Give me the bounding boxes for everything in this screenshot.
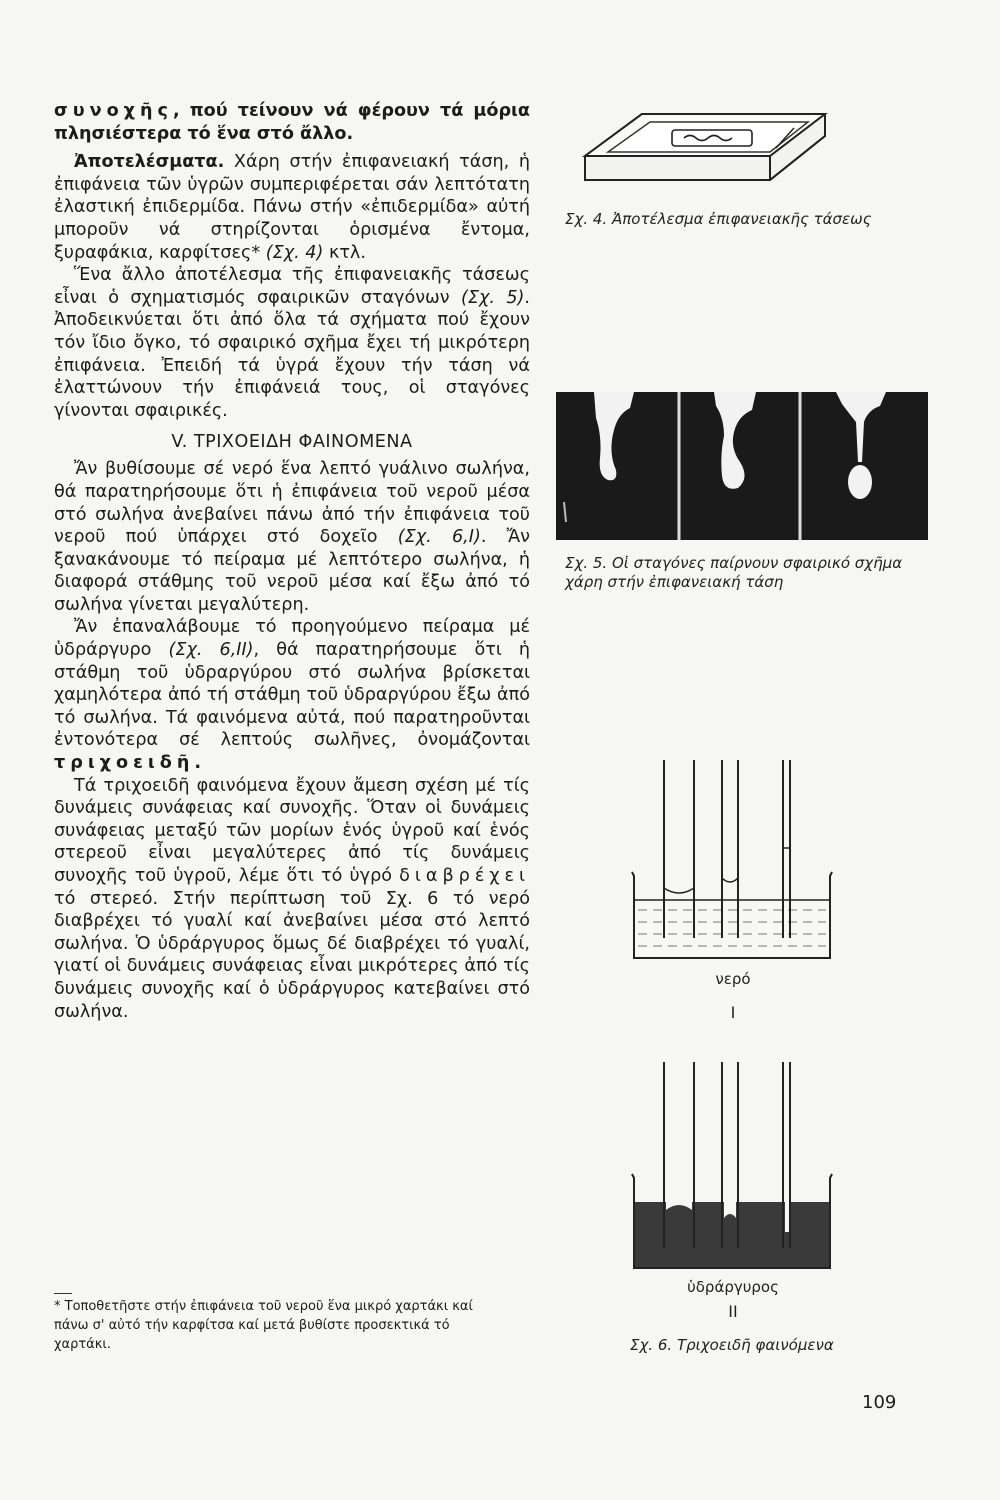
term-wets: διαβρέχει <box>399 866 530 886</box>
drops-text-b: . Ἀποδεικνύεται ὅτι ἀπό ὅλα τά σχήματα πού ἔχουν τόν ἴδιο ὄγκο, τό σφαιρικό σχῆμα ἔχει τή μικρότερη ἐπιφάνεια. Ἐπειδή τά ὑγρά ἔχουν τήν τάση νά ἐλαττώνουν τήν ἐπιφάνειά τους, οἱ σταγόνες γίνονται σφαιρικές. <box>54 287 530 421</box>
fig6-1-ref: (Σχ. 6,I) <box>397 527 481 548</box>
footnote: * Τοποθετῆστε στήν ἐπιφάνεια τοῦ νεροῦ ἕνα μικρό χαρτάκι καί πάνω σ' αὐτό τήν καρφίτσα καί μετά βυθίστε προσεκτικά τό χαρτάκι. <box>54 1299 473 1352</box>
fig4-tray-illustration <box>580 108 830 208</box>
fig6-water-diagram <box>620 760 845 970</box>
mercury-text-a: Ἄν ἐπαναλάβουμε τό προηγούμενο πείραμα μέ ὑδράργυρο <box>54 617 530 661</box>
term-cohesion: συνοχῆς <box>54 101 173 121</box>
droplet-3 <box>848 465 872 499</box>
fig6-water-label: νερό <box>715 970 751 988</box>
fig5-droplet-photo <box>556 392 928 540</box>
section-heading: V. ΤΡΙΧΟΕΙΔΗ ΦΑΙΝΟΜΕΝΑ <box>171 432 413 453</box>
fig6-roman-2: II <box>728 1302 738 1321</box>
fig4-caption: Σχ. 4. Ἀποτέλεσμα ἐπιφανειακῆς τάσεως <box>565 210 872 228</box>
text-column <box>54 100 530 1023</box>
fig6-roman-1: I <box>730 1003 736 1022</box>
fig6-2-ref: (Σχ. 6,II) <box>168 640 254 661</box>
wetting-text-a: Τά τριχοειδῆ φαινόμενα ἔχουν ἄμεση σχέση μέ τίς δυνάμεις συνάφειας καί συνοχῆς. Ὅταν οἱ δυνάμεις συνάφειας μεταξύ τῶν μορίων ἑνός ὑγροῦ καί ἑνός στερεοῦ εἶναι μεγαλύτερες ἀπό τίς δυνάμεις συνοχῆς τοῦ ὑγροῦ, λέμε ὅτι τό ὑγρό <box>54 775 530 886</box>
razor-blade-icon <box>672 130 752 146</box>
fig5-caption: Σχ. 5. Οἱ σταγόνες παίρνουν σφαιρικό σχῆμα χάρη στήν ἐπιφανειακή τάση <box>565 554 903 591</box>
paragraph-wetting <box>54 775 530 1024</box>
mercury-text-end: . <box>194 753 202 774</box>
paragraph-results <box>54 151 530 264</box>
paragraph-mercury <box>54 616 530 774</box>
water-text-a: Ἄν βυθίσουμε σέ νερό ἕνα λεπτό γυάλινο σωλήνα, θά παρατηρήσουμε ὅτι ἡ ἐπιφάνεια τοῦ νεροῦ μέσα στό σωλήνα ἀνεβαίνει πάνω ἀπό τήν ἐπιφάνεια τοῦ νεροῦ πού ὑπάρχει στό δοχεῖο <box>54 459 530 548</box>
results-body: Χάρη στήν ἐπιφανειακή τάση, ἡ ἐπιφάνεια τῶν ὑγρῶν συμπεριφέρεται σάν λεπτότατη ἐλαστική ἐπιδερμίδα. Πάνω στήν «ἐπιδερμίδα» αὐτή μποροῦν νά στηρίζονται ὁρισμένα ἔντομα, ξυραφάκια, καρφίτσες* <box>54 152 530 263</box>
fig6-mercury-diagram <box>620 1062 845 1272</box>
drops-text-a: Ἕνα ἄλλο ἀποτέλεσμα τῆς ἐπιφανειακῆς τάσεως εἶναι ὁ σχηματισμός σφαιρικῶν σταγόνων <box>54 265 530 308</box>
paragraph-0-text: , πού τείνουν νά φέρουν τά μόρια πλησιέστερα τό ἕνα στό ἄλλο. <box>54 101 530 144</box>
results-end: κτλ. <box>323 242 366 263</box>
mercury-text-b: , θά παρατηρήσουμε ὅτι ἡ στάθμη τοῦ ὑδραργύρου στό σωλήνα βρίσκεται χαμηλότερα ἀπό τή στάθμη τοῦ ὑδραργύρου ἔξω ἀπό τό σωλήνα. Τά φαινόμενα αὐτά, πού παρατηροῦνται ἐντονότερα σέ λεπτούς σωλῆνες, ὀνομάζονται <box>54 640 531 751</box>
paragraph-drops <box>54 264 530 422</box>
water-text-b: . Ἄν ξανακάνουμε τό πείραμα μέ λεπτότερο σωλήνα, ἡ διαφορά στάθμης τοῦ νεροῦ μέσα καί ἔξω ἀπό τό σωλήνα γίνεται μεγαλύτερη. <box>54 527 530 615</box>
term-capillary: τριχοειδῆ <box>54 753 195 774</box>
paragraph-0 <box>54 100 530 145</box>
page-number: 109 <box>862 1392 897 1413</box>
paragraph-water <box>54 458 530 616</box>
fig5-ref: (Σχ. 5) <box>460 287 525 308</box>
fig6-mercury-label: ὑδράργυρος <box>687 1278 779 1296</box>
footnote-rule <box>54 1293 72 1294</box>
results-lead: Ἀποτελέσματα. <box>74 152 225 173</box>
wetting-text-b: τό στερεό. Στήν περίπτωση τοῦ Σχ. 6 τό νερό διαβρέχει τό γυαλί καί ἀνεβαίνει μέσα στό λεπτό σωλήνα. Ὁ ὑδράργυρος ὅμως δέ διαβρέχει τό γυαλί, γιατί οἱ δυνάμεις συνάφειας εἶναι μικρότερες ἀπό τίς δυνάμεις συνοχῆς καί ὁ ὑδράργυρος κατεβαίνει στό σωλήνα. <box>54 888 530 1022</box>
fig6-caption: Σχ. 6. Τριχοειδῆ φαινόμενα <box>630 1336 834 1354</box>
fig4-ref: (Σχ. 4) <box>265 242 324 263</box>
